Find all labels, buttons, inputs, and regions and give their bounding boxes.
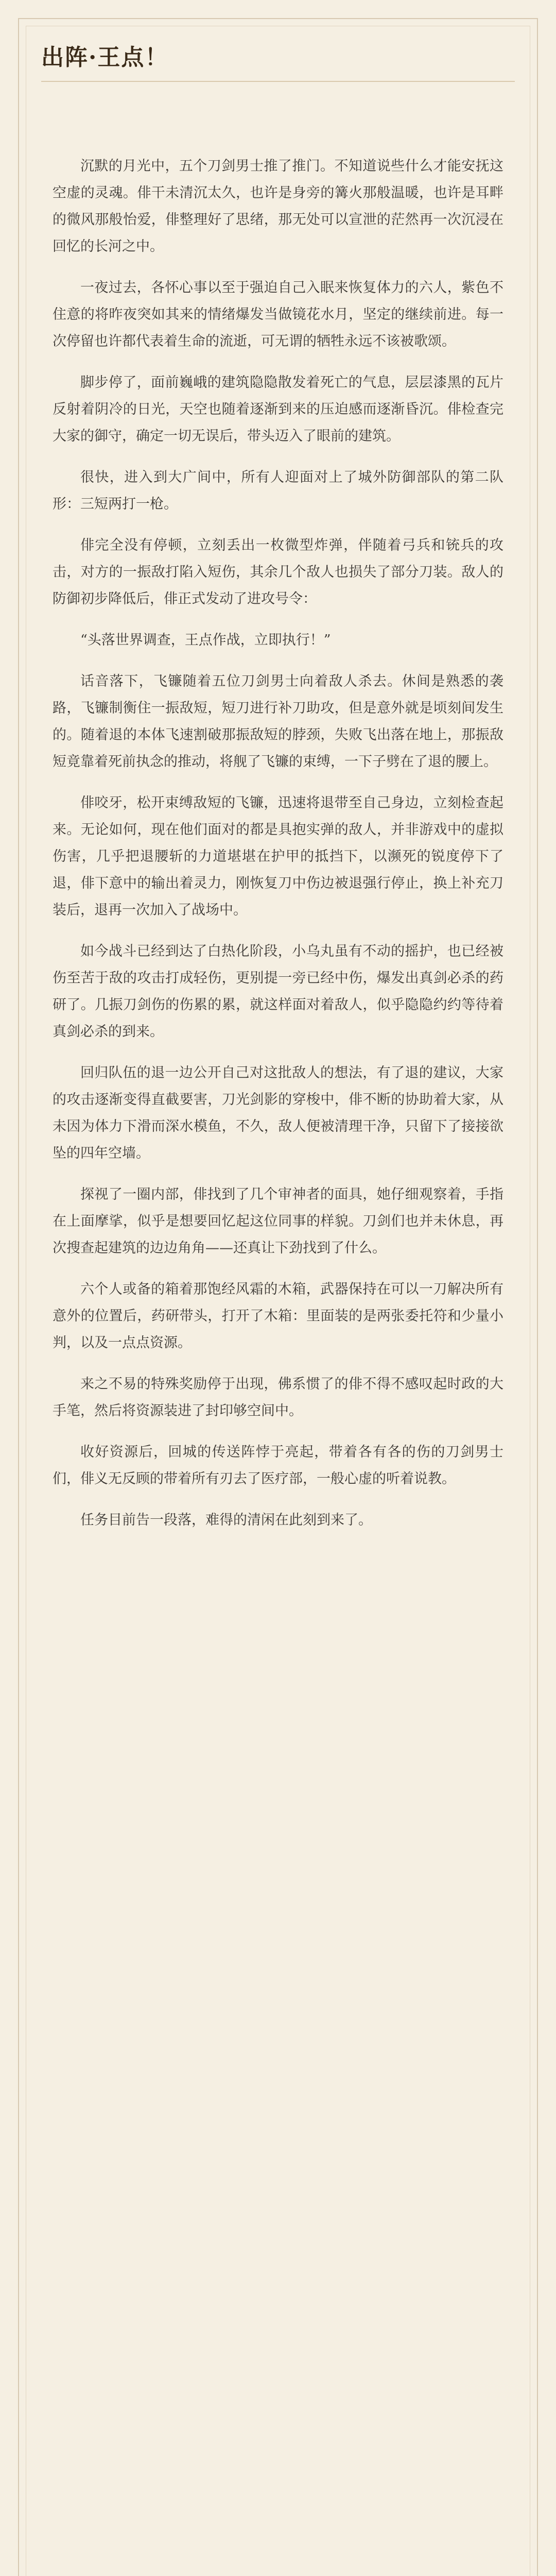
paragraph: 沉默的月光中，五个刀剑男士推了推门。不知道说些什么才能安抚这空虚的灵魂。俳干未清沉太久，也许是身旁的篝火那般温暖，也许是耳畔的微风那般怡爱，俳整理好了思绪，那无处可以宣泄的茫然再一次沉浸在回忆的长河之中。 <box>53 158 503 255</box>
paragraph: 一夜过去，各怀心事以至于强迫自己入眠来恢复体力的六人，紫色不住意的将昨夜突如其来的情绪爆发当做镜花水月，坚定的继续前进。每一次停留也许都代表着生命的流逝，可无谓的牺牲永远不该被歌颂。 <box>53 280 503 349</box>
note-body <box>41 153 515 1534</box>
paragraph: 俳咬牙，松开束缚敌短的飞镰，迅速将退带至自己身边，立刻检查起来。无论如何，现在他们面对的都是具抱实弹的敌人，并非游戏中的虚拟伤害，几乎把退腰斩的力道堪堪在护甲的抵挡下，以濒死的锐度停下了退，俳下意中的输出着灵力，刚恢复刀中伤边被退强行停止，换上补充刀装后，退再一次加入了战场中。 <box>53 795 503 918</box>
paragraph: 任务目前告一段落，难得的清闲在此刻到来了。 <box>80 1512 372 1528</box>
paragraph: 探视了一圈内部，俳找到了几个审神者的面具，她仔细观察着，手指在上面摩挲，似乎是想要回忆起这位同事的样貌。刀剑们也并未休息，再次搜查起建筑的边边角角——还真让下劲找到了什么。 <box>53 1187 503 1256</box>
paragraph: 回归队伍的退一边公开自己对这批敌人的想法，有了退的建议，大家的攻击逐渐变得直截要害，刀光剑影的穿梭中，俳不断的协助着大家，从未因为体力下滑而深水模鱼，不久，敌人便被清理干净，只留下了接接欲坠的四年空墙。 <box>53 1065 503 1161</box>
paragraph: 俳完全没有停顿，立刻丢出一枚微型炸弹，伴随着弓兵和铳兵的攻击，对方的一振敌打陷入短伤，其余几个敌人也损失了部分刀装。敌人的防御初步降低后，俳正式发动了进攻号令： <box>53 537 503 607</box>
paragraph: 脚步停了，面前巍峨的建筑隐隐散发着死亡的气息，层层漆黑的瓦片反射着阴冷的日光，天空也随着逐渐到来的压迫感而逐渐昏沉。俳检查完大家的御守，确定一切无误后，带头迈入了眼前的建筑。 <box>53 375 503 444</box>
paragraph: 来之不易的特殊奖励停于出现，佛系惯了的俳不得不感叹起时政的大手笔，然后将资源装进了封印够空间中。 <box>53 1376 503 1419</box>
paragraph: 很快，进入到大广间中，所有人迎面对上了城外防御部队的第二队形：三短两打一枪。 <box>53 469 503 512</box>
paragraph: 话音落下，飞镰随着五位刀剑男士向着敌人杀去。休间是熟悉的袭路，飞镰制衡住一振敌短，短刀进行补刀助攻，但是意外就是顷刻间发生的。随着退的本体飞速割破那振敌短的脖颈，失败飞出落在地上，那振敌短竟靠着死前执念的推动，将舰了飞镰的束缚，一下子劈在了退的腰上。 <box>53 673 503 770</box>
paragraph: 六个人或备的箱着那饱经风霜的木箱，武器保持在可以一刀解决所有意外的位置后，药研带头，打开了木箱：里面装的是两张委托符和少量小判，以及一点点资源。 <box>53 1281 503 1351</box>
quote-paragraph: “头落世界调查，王点作战，立即执行！” <box>80 632 331 648</box>
paragraph: 收好资源后，回城的传送阵悖于亮起，带着各有各的伤的刀剑男士们，俳义无反顾的带着所有刃去了医疗部，一般心虚的听着说教。 <box>53 1444 503 1487</box>
note-title: 出阵·王点！ <box>41 44 169 71</box>
title-divider <box>41 81 515 82</box>
note-content <box>41 33 515 1548</box>
paragraph: 如今战斗已经到达了白热化阶段，小乌丸虽有不动的摇护，也已经被伤至苦于敌的攻击打成轻伤，更别提一旁已经中伤，爆发出真剑必杀的药研了。几振刀剑伤的伤累的累，就这样面对着敌人，似乎隐隐约约等待着真剑必杀的到来。 <box>53 943 503 1040</box>
